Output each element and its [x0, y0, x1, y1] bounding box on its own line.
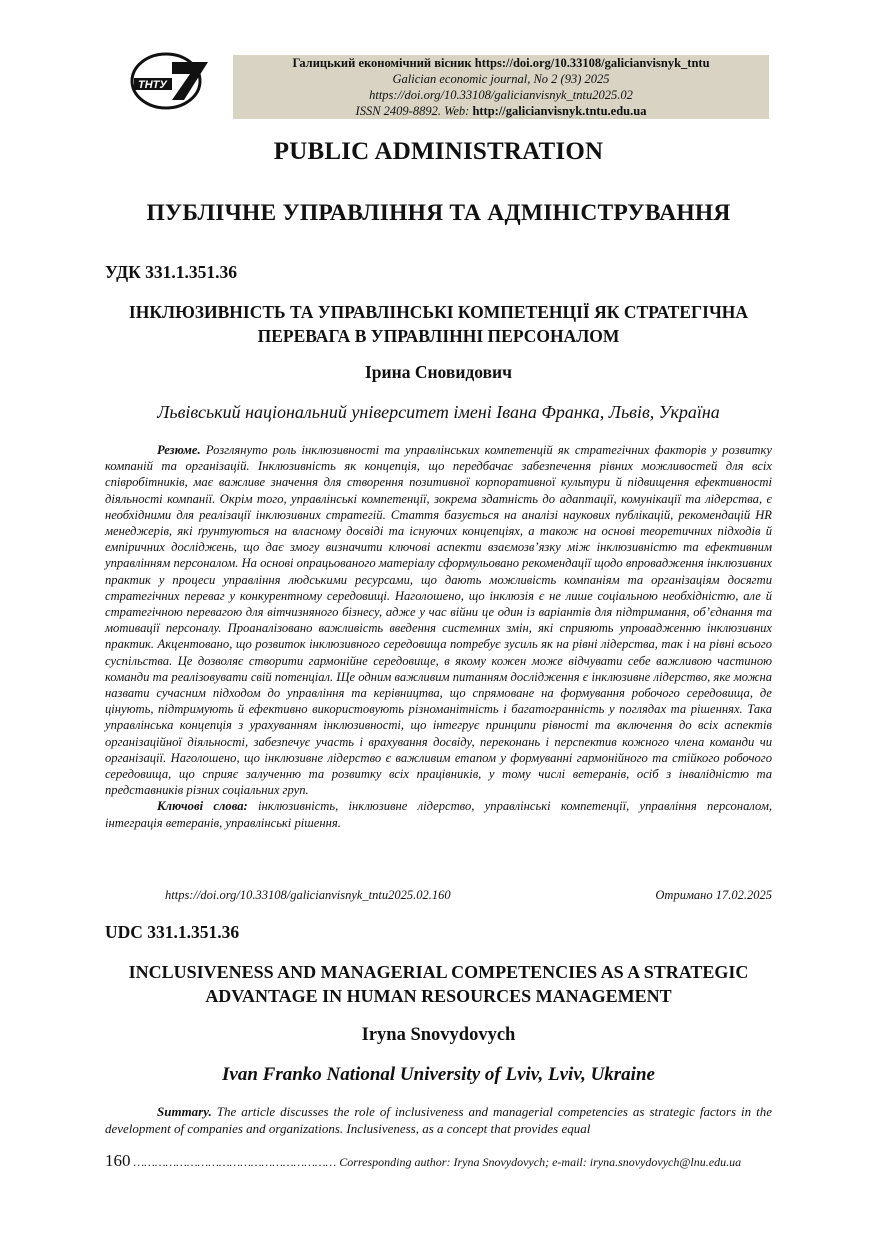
corresponding-author: Corresponding author: Iryna Snovydovych; e-mail: iryna.snovydovych@lnu.edu.ua: [339, 1155, 742, 1169]
header-line-4: ISSN 2409-8892. Web: http://galicianvisnyk.tntu.edu.ua: [355, 104, 647, 118]
summary-en: [105, 1104, 772, 1137]
journal-web-link[interactable]: http://galicianvisnyk.tntu.edu.ua: [472, 104, 647, 118]
header-line-3: https://doi.org/10.33108/galicianvisnyk_tntu2025.02: [369, 88, 633, 102]
keywords-label: Ключові слова:: [157, 799, 248, 814]
header-line-2: Galician economic journal, No 2 (93) 2025: [392, 72, 610, 86]
section-heading-ua: ПУБЛІЧНЕ УПРАВЛІННЯ ТА АДМІНІСТРУВАННЯ: [146, 200, 731, 226]
article-doi-link[interactable]: https://doi.org/10.33108/galicianvisnyk_tntu2025.02.160: [165, 888, 451, 902]
doi-received-line: [165, 888, 772, 903]
udc-en: UDC 331.1.351.36: [105, 922, 240, 942]
abstract-ua: [105, 442, 772, 831]
affiliation-ua: Львівський національний університет імені Івана Франка, Львів, Україна: [157, 402, 720, 422]
page-footer: [105, 1151, 775, 1171]
received-date: Отримано 17.02.2025: [655, 888, 772, 902]
journal-header: [233, 55, 769, 119]
summary-label: Summary.: [157, 1104, 212, 1119]
author-en: Iryna Snovydovych: [361, 1025, 516, 1045]
udc-ua: УДК 331.1.351.36: [105, 262, 238, 282]
keywords-text: інклюзивність, інклюзивне лідерство, управлінські компетенції, управління персоналом, інтеграція ветеранів, управлінські рішення.: [105, 799, 773, 830]
article-title-en: INCLUSIVENESS AND MANAGERIAL COMPETENCIES AS A STRATEGIC ADVANTAGE IN HUMAN RESOURCES MANAGEMENT: [128, 962, 749, 1006]
author-ua: Ірина Сновидович: [365, 362, 512, 382]
section-heading-en: PUBLIC ADMINISTRATION: [273, 138, 604, 165]
abstract-label: Резюме.: [157, 443, 201, 457]
logo-text: ТНТУ: [138, 79, 167, 91]
page-number: 160: [105, 1151, 131, 1170]
abstract-text: Розглянуто роль інклюзивності та управлінських компетенцій як стратегічних факторів у розвитку компаній та організацій. Інклюзивність як концепція, що передбачає забезпечення рівних можливостей для всіх співробітників, має важливе значення для створення позитивної корпоративної культури й підвищення ефективності діяльності компанії. Окрім того, управлінські компетенції, зокрема здатність до адаптації, комунікації та лідерства, є необхідними для реалізації інклюзивних стратегій. Стаття базується на аналізі наукових публікацій, рекомендацій HR менеджерів, які ґрунтуються на власному досвіді та існуючих концепціях, а також на основі теоретичних підходів й емпіричних досліджень, що дає змогу визначити ключові аспекти взаємозв’язку між інклюзивністю та ефективним управлінням персоналом. На основі опрацьованого матеріалу сформульовано рекомендації щодо впровадження інклюзивних практик у процеси управління людськими ресурсами, що дають можливість компаніям та організаціям досягти стратегічних переваг у конкурентному середовищі. Наголошено, що інклюзія є не лише соціальною необхідністю, але й стратегічною перевагою для вітчизняного бізнесу, адже у час війни це один із варіантів для підтримання, об’єднання та мотивації персоналу. Проаналізовано важливість введення системних змін, які сприяють упровадженню інклюзивних практик. Акцентовано, що розвиток інклюзивного середовища потребує зусиль як на рівні лідерства, так і на рівні всього суспільства. Це дозволяє створити гармонійне середовище, в якому кожен може відчувати себе важливою частиною команди та реалізовувати свій потенціал. Ще одним важливим питанням дослідження є інклюзивне лідерство, яке можна назвати сучасним підходом до управління та керівництва, що спрямоване на формування робочого середовища, де цінують, підтримують й ефективно використовують різноманітність і багатогранність у поглядах та рішеннях. Така управлінська концепція з урахуванням інклюзивності, що інтегрує принципи рівності та включення до всіх аспектів організаційної діяльності, забезпечує участь і врахування досвіду, переконань і перспектив кожного члена команди чи організації. Наголошено, що інклюзивне лідерство є важливим етапом у формуванні гармонійного та стійкого робочого середовища, що сприяє залученню та розвитку всіх працівників, у тому числі ветеранів, осіб з інвалідністю та представників різних соціальних груп.: [105, 443, 772, 798]
header-line-1: Галицький економічний вісник https://doi.org/10.33108/galicianvisnyk_tntu: [292, 56, 710, 70]
affiliation-en: Ivan Franko National University of Lviv, Lviv, Ukraine: [222, 1064, 655, 1085]
journal-logo: [128, 50, 212, 112]
article-title-ua: ІНКЛЮЗИВНІСТЬ ТА УПРАВЛІНСЬКІ КОМПЕТЕНЦІЇ ЯК СТРАТЕГІЧНА ПЕРЕВАГА В УПРАВЛІННІ ПЕРСОНАЛОМ: [128, 302, 749, 346]
keywords-ua: [105, 798, 772, 830]
summary-text: The article discusses the role of inclusiveness and managerial competencies as strategic factors in the development of companies and organizations. Inclusiveness, as a concept that provides equal: [105, 1104, 772, 1136]
footer-dots: …………………………………………………: [130, 1155, 340, 1169]
